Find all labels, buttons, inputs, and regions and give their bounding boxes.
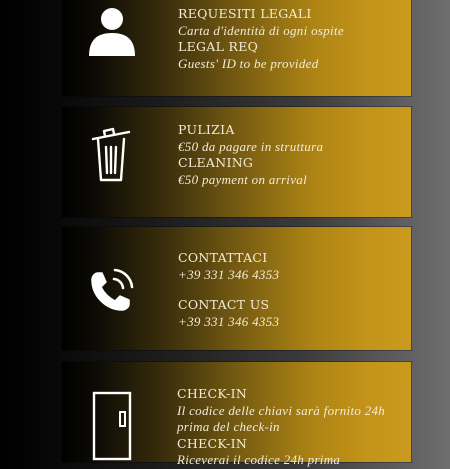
contact-title-en: CONTACT US <box>178 297 270 312</box>
contact-phone-it[interactable]: +39 331 346 4353 <box>178 266 280 282</box>
cleaning-detail-it: €50 da pagare in struttura <box>178 138 324 154</box>
legal-title-it: REQUESITI LEGALI <box>178 6 312 21</box>
check-in-title-it: CHECK-IN <box>177 386 248 401</box>
contact-card <box>62 227 411 350</box>
contact-phone-en[interactable]: +39 331 346 4353 <box>178 313 280 329</box>
phone-icon <box>86 264 138 316</box>
door-icon <box>90 390 134 460</box>
legal-detail-it: Carta d'identità di ogni ospite <box>178 22 344 38</box>
check-in-detail-en: Riceverai il codice 24h prima <box>177 452 341 467</box>
trash-bin-icon <box>88 126 133 184</box>
legal-requirements-card <box>62 0 411 96</box>
contact-title-it: CONTATTACI <box>178 250 268 265</box>
cleaning-card <box>62 107 411 217</box>
legal-title-en: LEGAL REQ <box>178 39 259 54</box>
cleaning-title-en: CLEANING <box>178 155 254 170</box>
cleaning-detail-en: €50 payment on arrival <box>178 171 308 187</box>
user-icon <box>86 4 138 60</box>
cleaning-title-it: PULIZIA <box>178 122 235 137</box>
check-in-card <box>62 362 411 467</box>
check-in-title-en: CHECK-IN <box>177 435 248 451</box>
legal-detail-en: Guests' ID to be provided <box>178 55 319 71</box>
check-in-detail-it: Il codice delle chiavi sarà fornito 24h prima del check-in <box>177 402 386 434</box>
